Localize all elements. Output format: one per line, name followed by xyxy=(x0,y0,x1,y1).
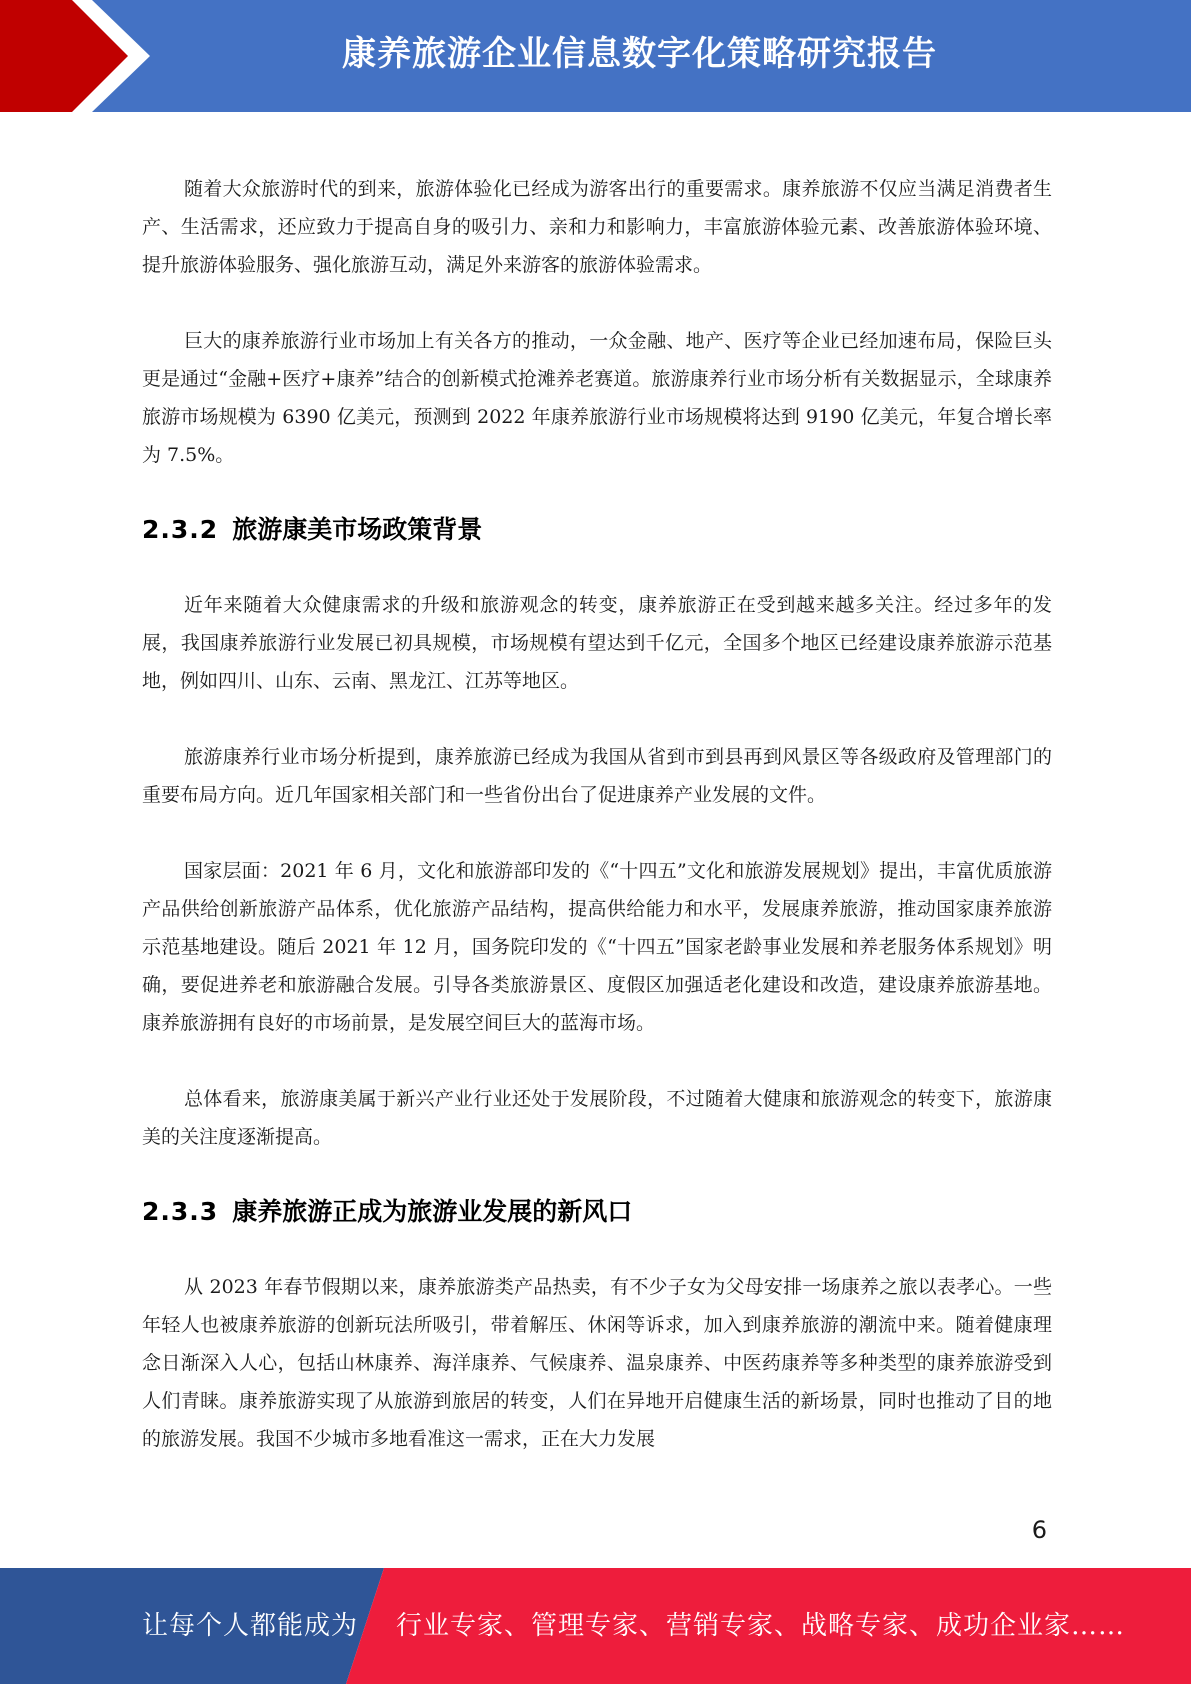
section-heading xyxy=(142,1192,1052,1232)
section-number: 2.3.3 xyxy=(142,1197,219,1226)
footer-banner xyxy=(0,1568,1191,1684)
paragraph: 巨大的康养旅游行业市场加上有关各方的推动，一众金融、地产、医疗等企业已经加速布局，保险巨头更是通过“金融+医疗+康养”结合的创新模式抢滩养老赛道。旅游康养行业市场分析有关数据显示，全球康养旅游市场规模为 6390 亿美元，预测到 2022 年康养旅游行业市场规模将达到 9190 亿美元，年复合增长率为 7.5%。 xyxy=(142,330,1052,466)
paragraph: 随着大众旅游时代的到来，旅游体验化已经成为游客出行的重要需求。康养旅游不仅应当满足消费者生产、生活需求，还应致力于提高自身的吸引力、亲和力和影响力，丰富旅游体验元素、改善旅游体验环境、提升旅游体验服务、强化旅游互动，满足外来游客的旅游体验需求。 xyxy=(142,178,1052,276)
paragraph: 总体看来，旅游康美属于新兴产业行业还处于发展阶段，不过随着大健康和旅游观念的转变下，旅游康美的关注度逐渐提高。 xyxy=(142,1088,1052,1148)
page-content xyxy=(142,170,1052,1496)
document-title: 康养旅游企业信息数字化策略研究报告 xyxy=(342,34,937,74)
footer-slogan-right: 行业专家、管理专家、营销专家、战略专家、成功企业家…… xyxy=(396,1611,1126,1641)
paragraph: 从 2023 年春节假期以来，康养旅游类产品热卖，有不少子女为父母安排一场康养之旅以表孝心。一些年轻人也被康养旅游的创新玩法所吸引，带着解压、休闲等诉求，加入到康养旅游的潮流中来。随着健康理念日渐深入人心，包括山林康养、海洋康养、气候康养、温泉康养、中医药康养等多种类型的康养旅游受到人们青睐。康养旅游实现了从旅游到旅居的转变，人们在异地开启健康生活的新场景，同时也推动了目的地的旅游发展。我国不少城市多地看准这一需求，正在大力发展 xyxy=(142,1276,1052,1450)
section-title: 康养旅游正成为旅游业发展的新风口 xyxy=(232,1197,633,1226)
section-heading xyxy=(142,510,1052,550)
paragraph: 国家层面：2021 年 6 月，文化和旅游部印发的《“十四五”文化和旅游发展规划》提出，丰富优质旅游产品供给创新旅游产品体系，优化旅游产品结构，提高供给能力和水平，发展康养旅游，推动国家康养旅游示范基地建设。随后 2021 年 12 月，国务院印发的《“十四五”国家老龄事业发展和养老服务体系规划》明确，要促进养老和旅游融合发展。引导各类旅游景区、度假区加强适老化建设和改造，建设康养旅游基地。康养旅游拥有良好的市场前景，是发展空间巨大的蓝海市场。 xyxy=(142,860,1052,1034)
paragraph: 旅游康养行业市场分析提到，康养旅游已经成为我国从省到市到县再到风景区等各级政府及管理部门的重要布局方向。近几年国家相关部门和一些省份出台了促进康养产业发展的文件。 xyxy=(142,746,1052,806)
section-number: 2.3.2 xyxy=(142,515,219,544)
page-number: 6 xyxy=(1031,1516,1047,1544)
header-banner xyxy=(0,0,1191,112)
section-title: 旅游康美市场政策背景 xyxy=(232,515,483,544)
paragraph: 近年来随着大众健康需求的升级和旅游观念的转变，康养旅游正在受到越来越多关注。经过多年的发展，我国康养旅游行业发展已初具规模，市场规模有望达到千亿元，全国多个地区已经建设康养旅游示范基地，例如四川、山东、云南、黑龙江、江苏等地区。 xyxy=(142,594,1052,692)
footer-slogan-left: 让每个人都能成为 xyxy=(142,1611,359,1641)
